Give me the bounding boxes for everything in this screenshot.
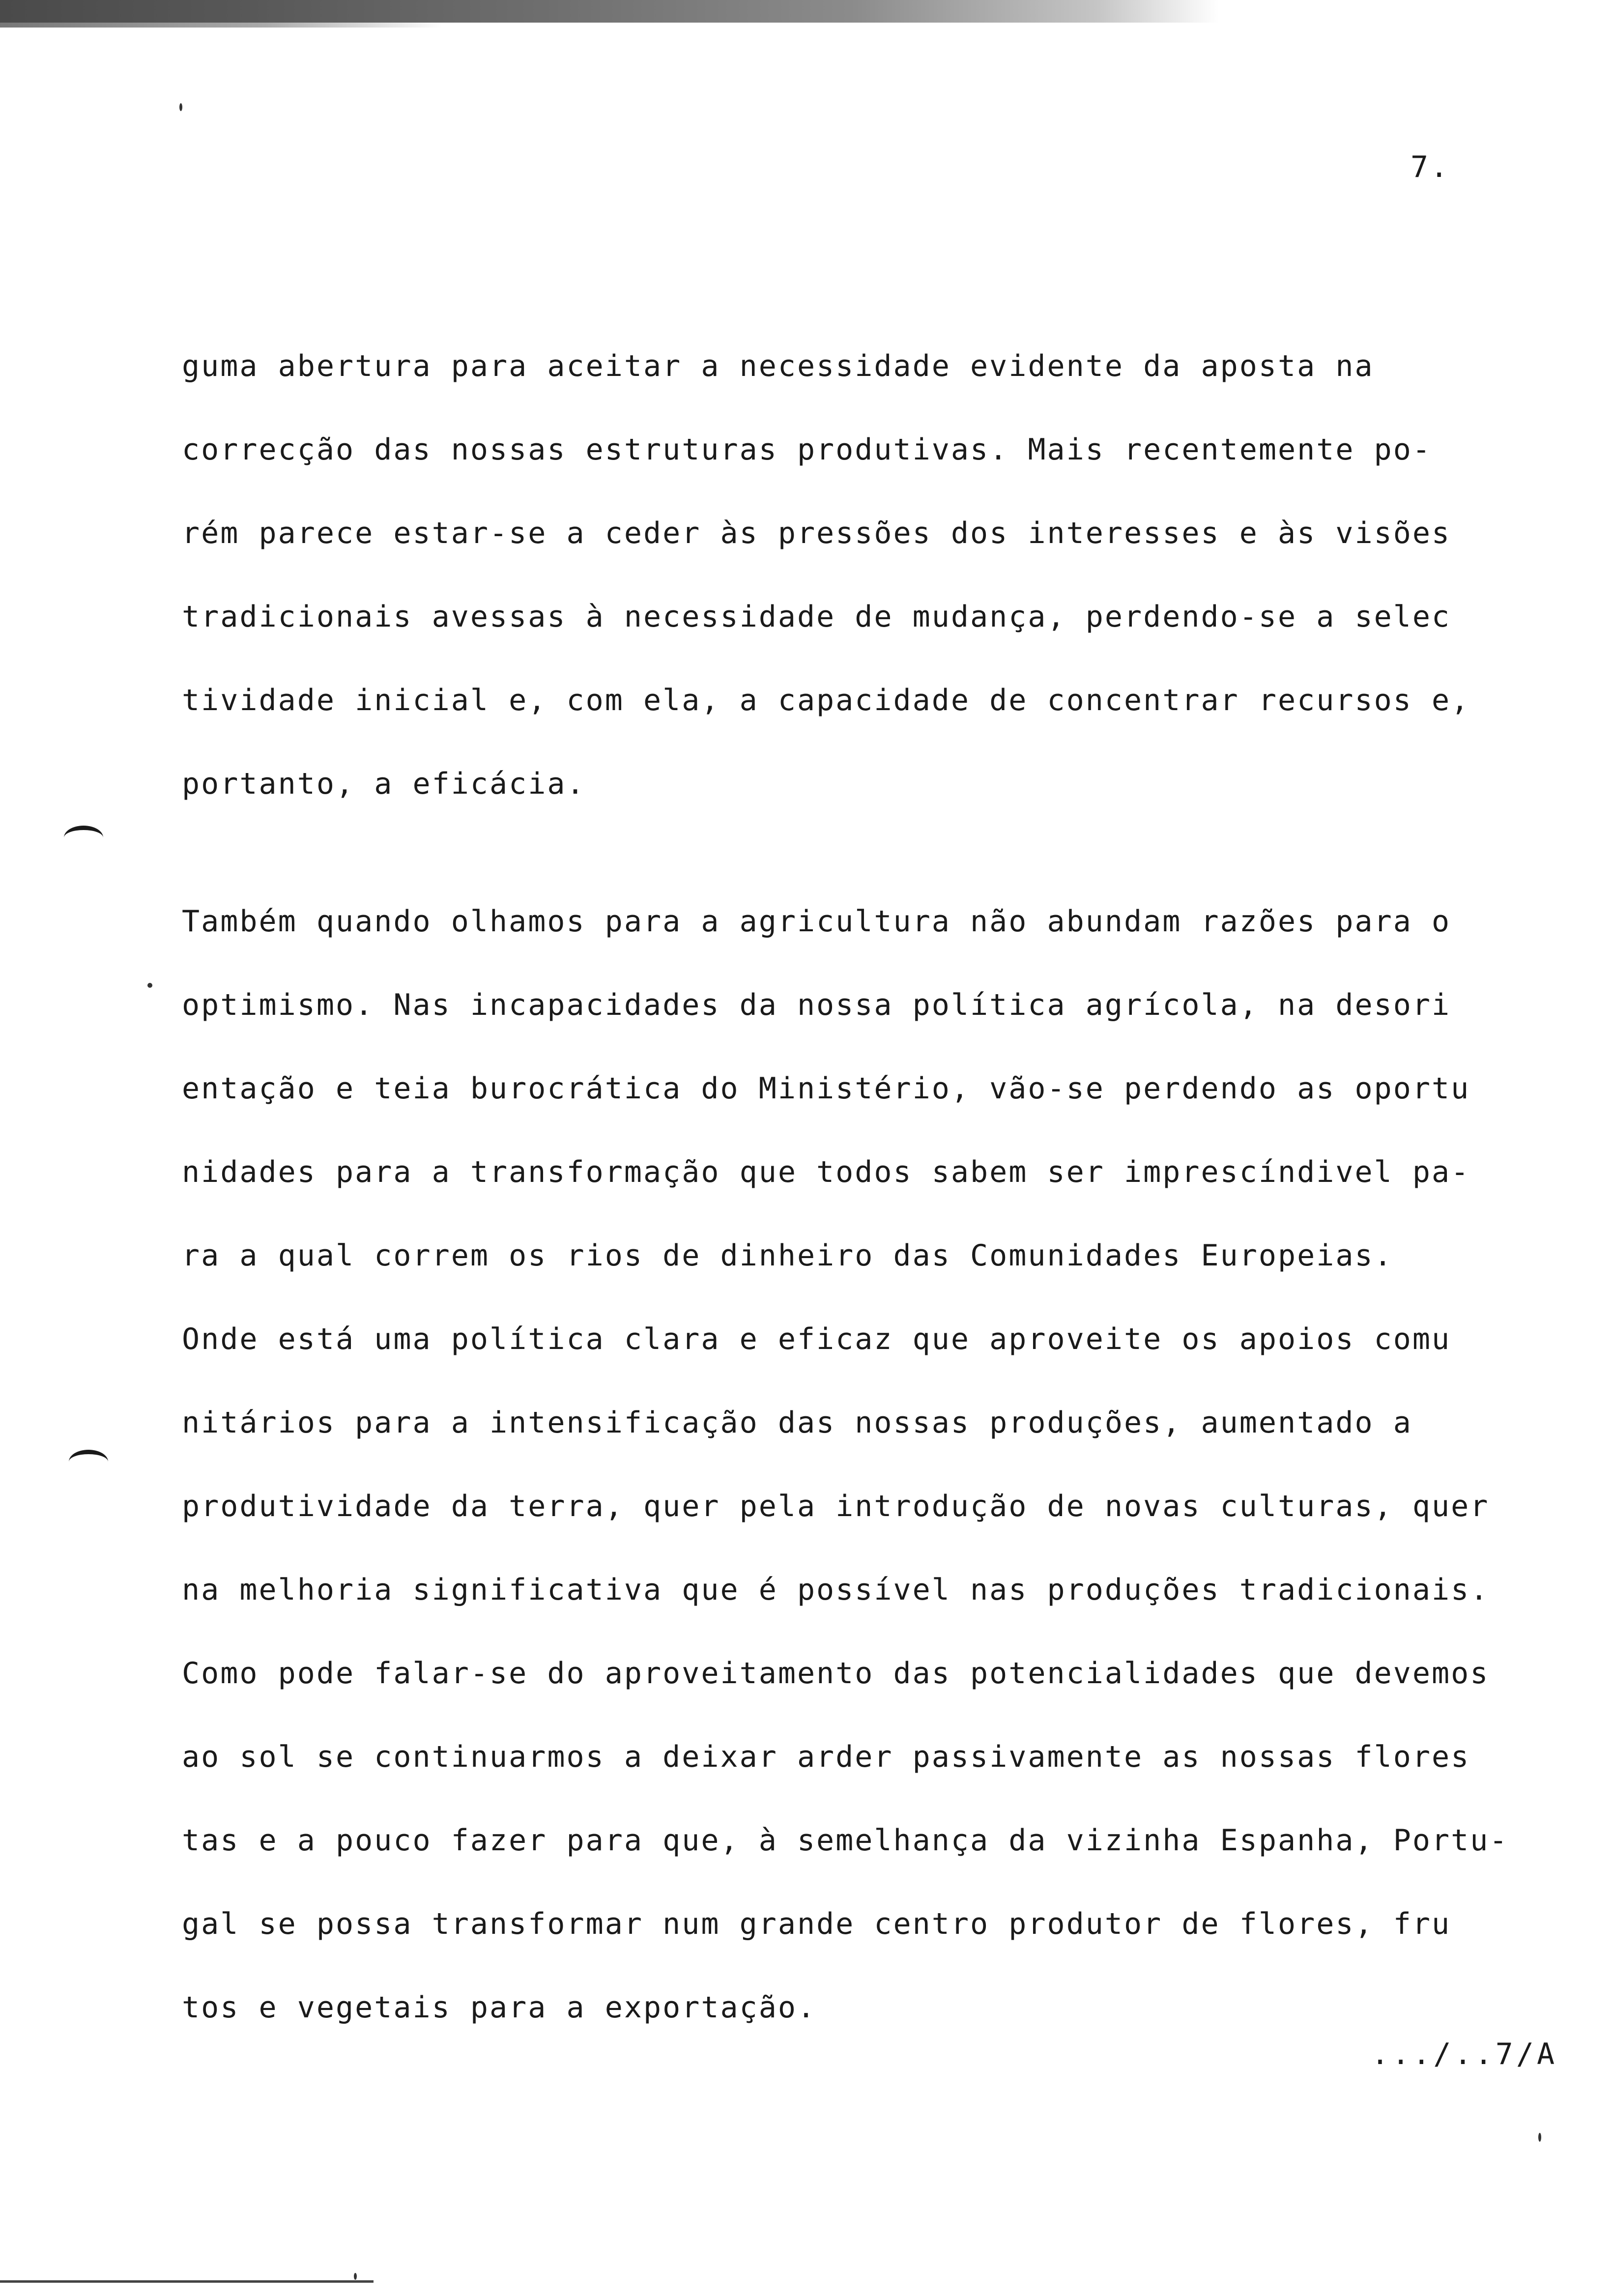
paragraph-1 (182, 324, 1548, 826)
text-line: guma abertura para aceitar a necessidade evidente da aposta na (182, 349, 1374, 383)
text-line: Também quando olhamos para a agricultura não abundam razões para o (182, 904, 1451, 939)
photocopy-smear-line (0, 23, 442, 28)
paragraph-2 (182, 880, 1548, 2049)
text-line: tas e a pouco fazer para que, à semelhança da vizinha Espanha, Portu- (182, 1823, 1509, 1858)
text-line: tradicionais avessas à necessidade de mudança, perdendo-se a selec (182, 600, 1451, 634)
text-line: Como pode falar-se do aproveitamento das potencialidades que devemos (182, 1656, 1490, 1691)
text-line: na melhoria significativa que é possível nas produções tradicionais. (182, 1573, 1490, 1607)
speck-mark (179, 103, 182, 111)
speck-mark (354, 2273, 357, 2280)
punch-mark-icon (64, 826, 103, 850)
speck-mark (147, 983, 152, 988)
text-line: nidades para a transformação que todos sabem ser imprescíndivel pa- (182, 1155, 1470, 1189)
text-line: optimismo. Nas incapacidades da nossa política agrícola, na desori (182, 988, 1451, 1022)
text-line: produtividade da terra, quer pela introdução de novas culturas, quer (182, 1489, 1490, 1523)
text-line: ao sol se continuarmos a deixar arder passivamente as nossas flores (182, 1740, 1470, 1774)
continuation-mark: .../..7/A (1371, 2037, 1558, 2071)
text-line: rém parece estar-se a ceder às pressões dos interesses e às visões (182, 516, 1451, 550)
text-line: nitários para a intensificação das nossas produções, aumentado a (182, 1406, 1412, 1440)
page-number: 7. (1410, 150, 1450, 184)
text-line: tos e vegetais para a exportação. (182, 1990, 817, 2025)
photocopy-line-bottom (0, 2280, 374, 2283)
text-line: portanto, a eficácia. (182, 767, 586, 801)
text-line: Onde está uma política clara e eficaz que aproveite os apoios comu (182, 1322, 1451, 1356)
text-line: tividade inicial e, com ela, a capacidade de concentrar recursos e, (182, 683, 1470, 718)
text-line: gal se possa transformar num grande centro produtor de flores, fru (182, 1907, 1451, 1941)
punch-mark-icon (69, 1450, 108, 1474)
text-line: ra a qual correm os rios de dinheiro das Comunidades Europeias. (182, 1238, 1393, 1273)
photocopy-smear-top (0, 0, 1219, 23)
text-line: correcção das nossas estruturas produtivas. Mais recentemente po- (182, 432, 1432, 467)
speck-mark (1538, 2133, 1541, 2142)
text-line: entação e teia burocrática do Ministério, vão-se perdendo as oportu (182, 1071, 1470, 1106)
